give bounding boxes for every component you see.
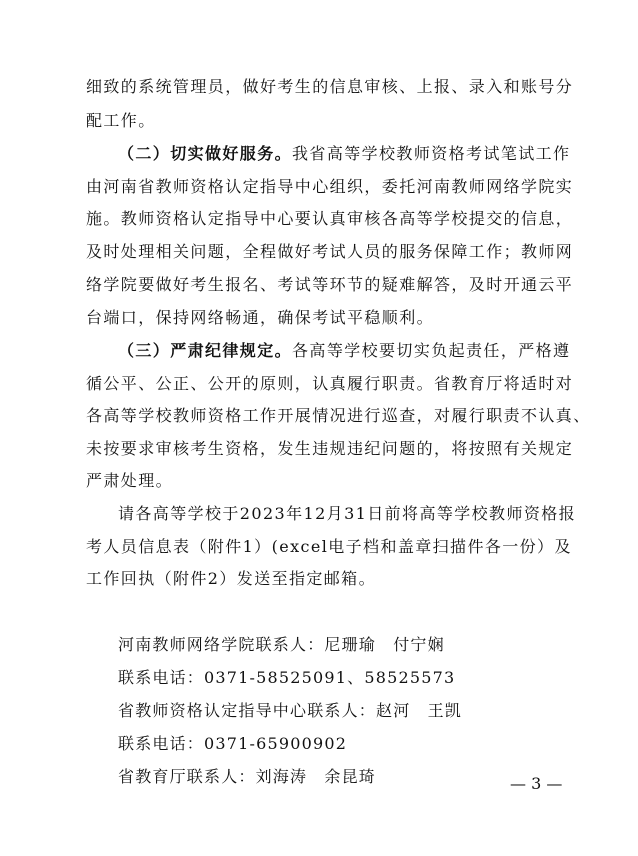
contact-line-5: 省教育厅联系人：刘海涛 余昆琦 — [118, 767, 377, 786]
paragraph-4-line-3: 工作回执（附件2）发送至指定邮箱。 — [86, 569, 376, 588]
paragraph-1-line-1: 细致的系统管理员，做好考生的信息审核、上报、录入和账号分 — [86, 77, 574, 96]
contact-line-4: 联系电话：0371-65900902 — [118, 734, 348, 753]
paragraph-3-line-3: 各高等学校教师资格工作开展情况进行巡查，对履行职责不认真、 — [86, 406, 591, 425]
paragraph-2-line-6: 台端口，保持网络畅通，确保考试平稳顺利。 — [86, 308, 435, 327]
contact-line-1: 河南教师网络学院联系人：尼珊瑜 付宁娴 — [118, 635, 445, 654]
paragraph-3-line-4: 未按要求审核考生资格，发生违规违纪问题的，将按照有关规定 — [86, 439, 574, 458]
paragraph-2-line-1-text: 我省高等学校教师资格考试笔试工作 — [292, 144, 571, 163]
paragraph-3-heading: （三）严肃纪律规定。 — [118, 341, 293, 360]
paragraph-3-line-1-text: 各高等学校要切实负起责任，严格遵 — [292, 341, 571, 360]
paragraph-2-line-3: 施。教师资格认定指导中心要认真审核各高等学校提交的信息， — [86, 209, 574, 228]
paragraph-3-line-2: 循公平、公正、公开的原则，认真履行职责。省教育厅将适时对 — [86, 374, 574, 393]
paragraph-3-line-5: 严肃处理。 — [86, 471, 174, 490]
page-number: — 3 — — [510, 774, 563, 793]
paragraph-3-line-1 — [118, 340, 570, 362]
contact-line-2: 联系电话：0371-58525091、58525573 — [118, 668, 456, 687]
contact-line-3: 省教师资格认定指导中心联系人：赵河 王凯 — [118, 701, 463, 720]
paragraph-2-line-2: 由河南省教师资格认定指导中心组织，委托河南教师网络学院实 — [86, 177, 574, 196]
paragraph-2-line-1 — [118, 143, 570, 165]
paragraph-4-line-1: 请各高等学校于2023年12月31日前将高等学校教师资格报 — [118, 504, 577, 523]
paragraph-2-line-5: 络学院要做好考生报名、考试等环节的疑难解答，及时开通云平 — [86, 275, 574, 294]
paragraph-4-line-2: 考人员信息表（附件1）(excel电子档和盖章扫描件各一份）及 — [86, 537, 572, 556]
paragraph-1-line-2: 配工作。 — [86, 111, 156, 130]
paragraph-2-line-4: 及时处理相关问题，全程做好考试人员的服务保障工作；教师网 — [86, 242, 574, 261]
paragraph-2-heading: （二）切实做好服务。 — [118, 144, 293, 163]
